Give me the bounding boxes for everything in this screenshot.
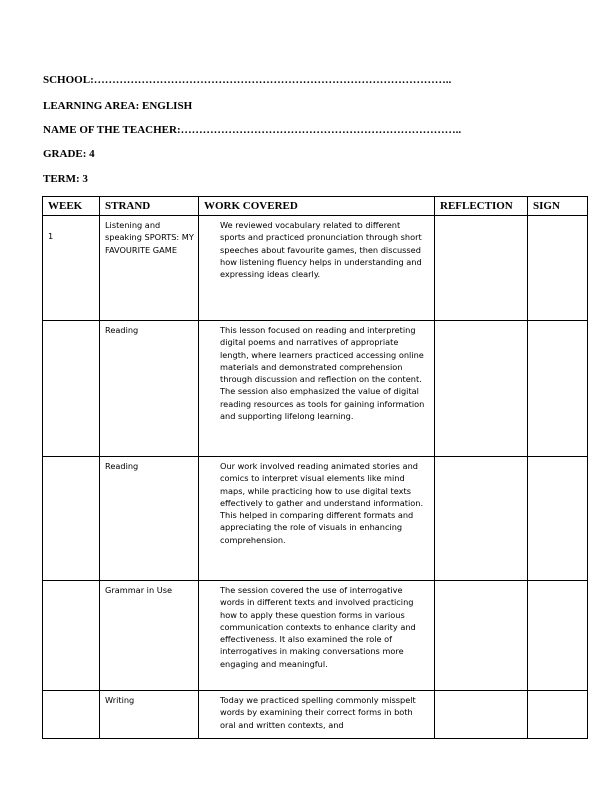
grade-label: GRADE: 4 bbox=[43, 148, 95, 160]
sign-cell bbox=[528, 457, 588, 581]
column-header-strand: STRAND bbox=[100, 197, 199, 216]
term-label: TERM: 3 bbox=[43, 173, 88, 185]
learning-area-label: LEARNING AREA: ENGLISH bbox=[43, 100, 193, 112]
sign-cell bbox=[528, 581, 588, 691]
work-covered-cell: This lesson focused on reading and interpreting digital poems and narratives of appropriate length, where learners practiced accessing online materials and demonstrated comprehension through discussion and reflection on the content. The session also emphasized the value of digital reading resources as tools for gaining information and supporting lifelong learning. bbox=[199, 321, 435, 457]
reflection-cell bbox=[435, 457, 528, 581]
week-cell bbox=[43, 457, 100, 581]
reflection-cell bbox=[435, 216, 528, 321]
table-row bbox=[43, 216, 588, 321]
week-number: 1 bbox=[48, 231, 54, 241]
reflection-cell bbox=[435, 581, 528, 691]
sign-cell bbox=[528, 691, 588, 739]
school-field: SCHOOL:…………………………………………………………………………………….. bbox=[43, 74, 452, 86]
reflection-cell bbox=[435, 321, 528, 457]
work-record-table bbox=[42, 196, 588, 739]
week-cell bbox=[43, 321, 100, 457]
week-cell bbox=[43, 581, 100, 691]
sign-cell bbox=[528, 321, 588, 457]
strand-cell: Grammar in Use bbox=[100, 581, 199, 691]
work-covered-cell: We reviewed vocabulary related to different sports and practiced pronunciation through short speeches about favourite games, then discussed how listening fluency helps in understanding and expressing ideas clearly. bbox=[199, 216, 435, 321]
strand-cell: Reading bbox=[100, 457, 199, 581]
column-header-sign: SIGN bbox=[528, 197, 588, 216]
strand-cell: Writing bbox=[100, 691, 199, 739]
table-row bbox=[43, 691, 588, 739]
work-covered-cell: Our work involved reading animated stories and comics to interpret visual elements like mind maps, while practicing how to use digital texts effectively to gather and understand information. This helped in comparing different formats and appreciating the role of visuals in enhancing comprehension. bbox=[199, 457, 435, 581]
week-cell bbox=[43, 216, 100, 321]
work-covered-cell: The session covered the use of interrogative words in different texts and involved practicing how to apply these question forms in various communication contexts to enhance clarity and effectiveness. It also examined the role of interrogatives in making conversations more engaging and meaningful. bbox=[199, 581, 435, 691]
column-header-reflection: REFLECTION bbox=[435, 197, 528, 216]
work-covered-cell: Today we practiced spelling commonly misspelt words by examining their correct forms in both oral and written contexts, and bbox=[199, 691, 435, 739]
strand-cell: Listening and speaking SPORTS: MY FAVOURITE GAME bbox=[100, 216, 199, 321]
table-header-row bbox=[43, 197, 588, 216]
sign-cell bbox=[528, 216, 588, 321]
reflection-cell bbox=[435, 691, 528, 739]
column-header-work-covered: WORK COVERED bbox=[199, 197, 435, 216]
column-header-week: WEEK bbox=[43, 197, 100, 216]
week-cell bbox=[43, 691, 100, 739]
table-row bbox=[43, 581, 588, 691]
strand-cell: Reading bbox=[100, 321, 199, 457]
table-row bbox=[43, 457, 588, 581]
teacher-name-field: NAME OF THE TEACHER:………………………………………………………………….. bbox=[43, 124, 462, 136]
table-row bbox=[43, 321, 588, 457]
